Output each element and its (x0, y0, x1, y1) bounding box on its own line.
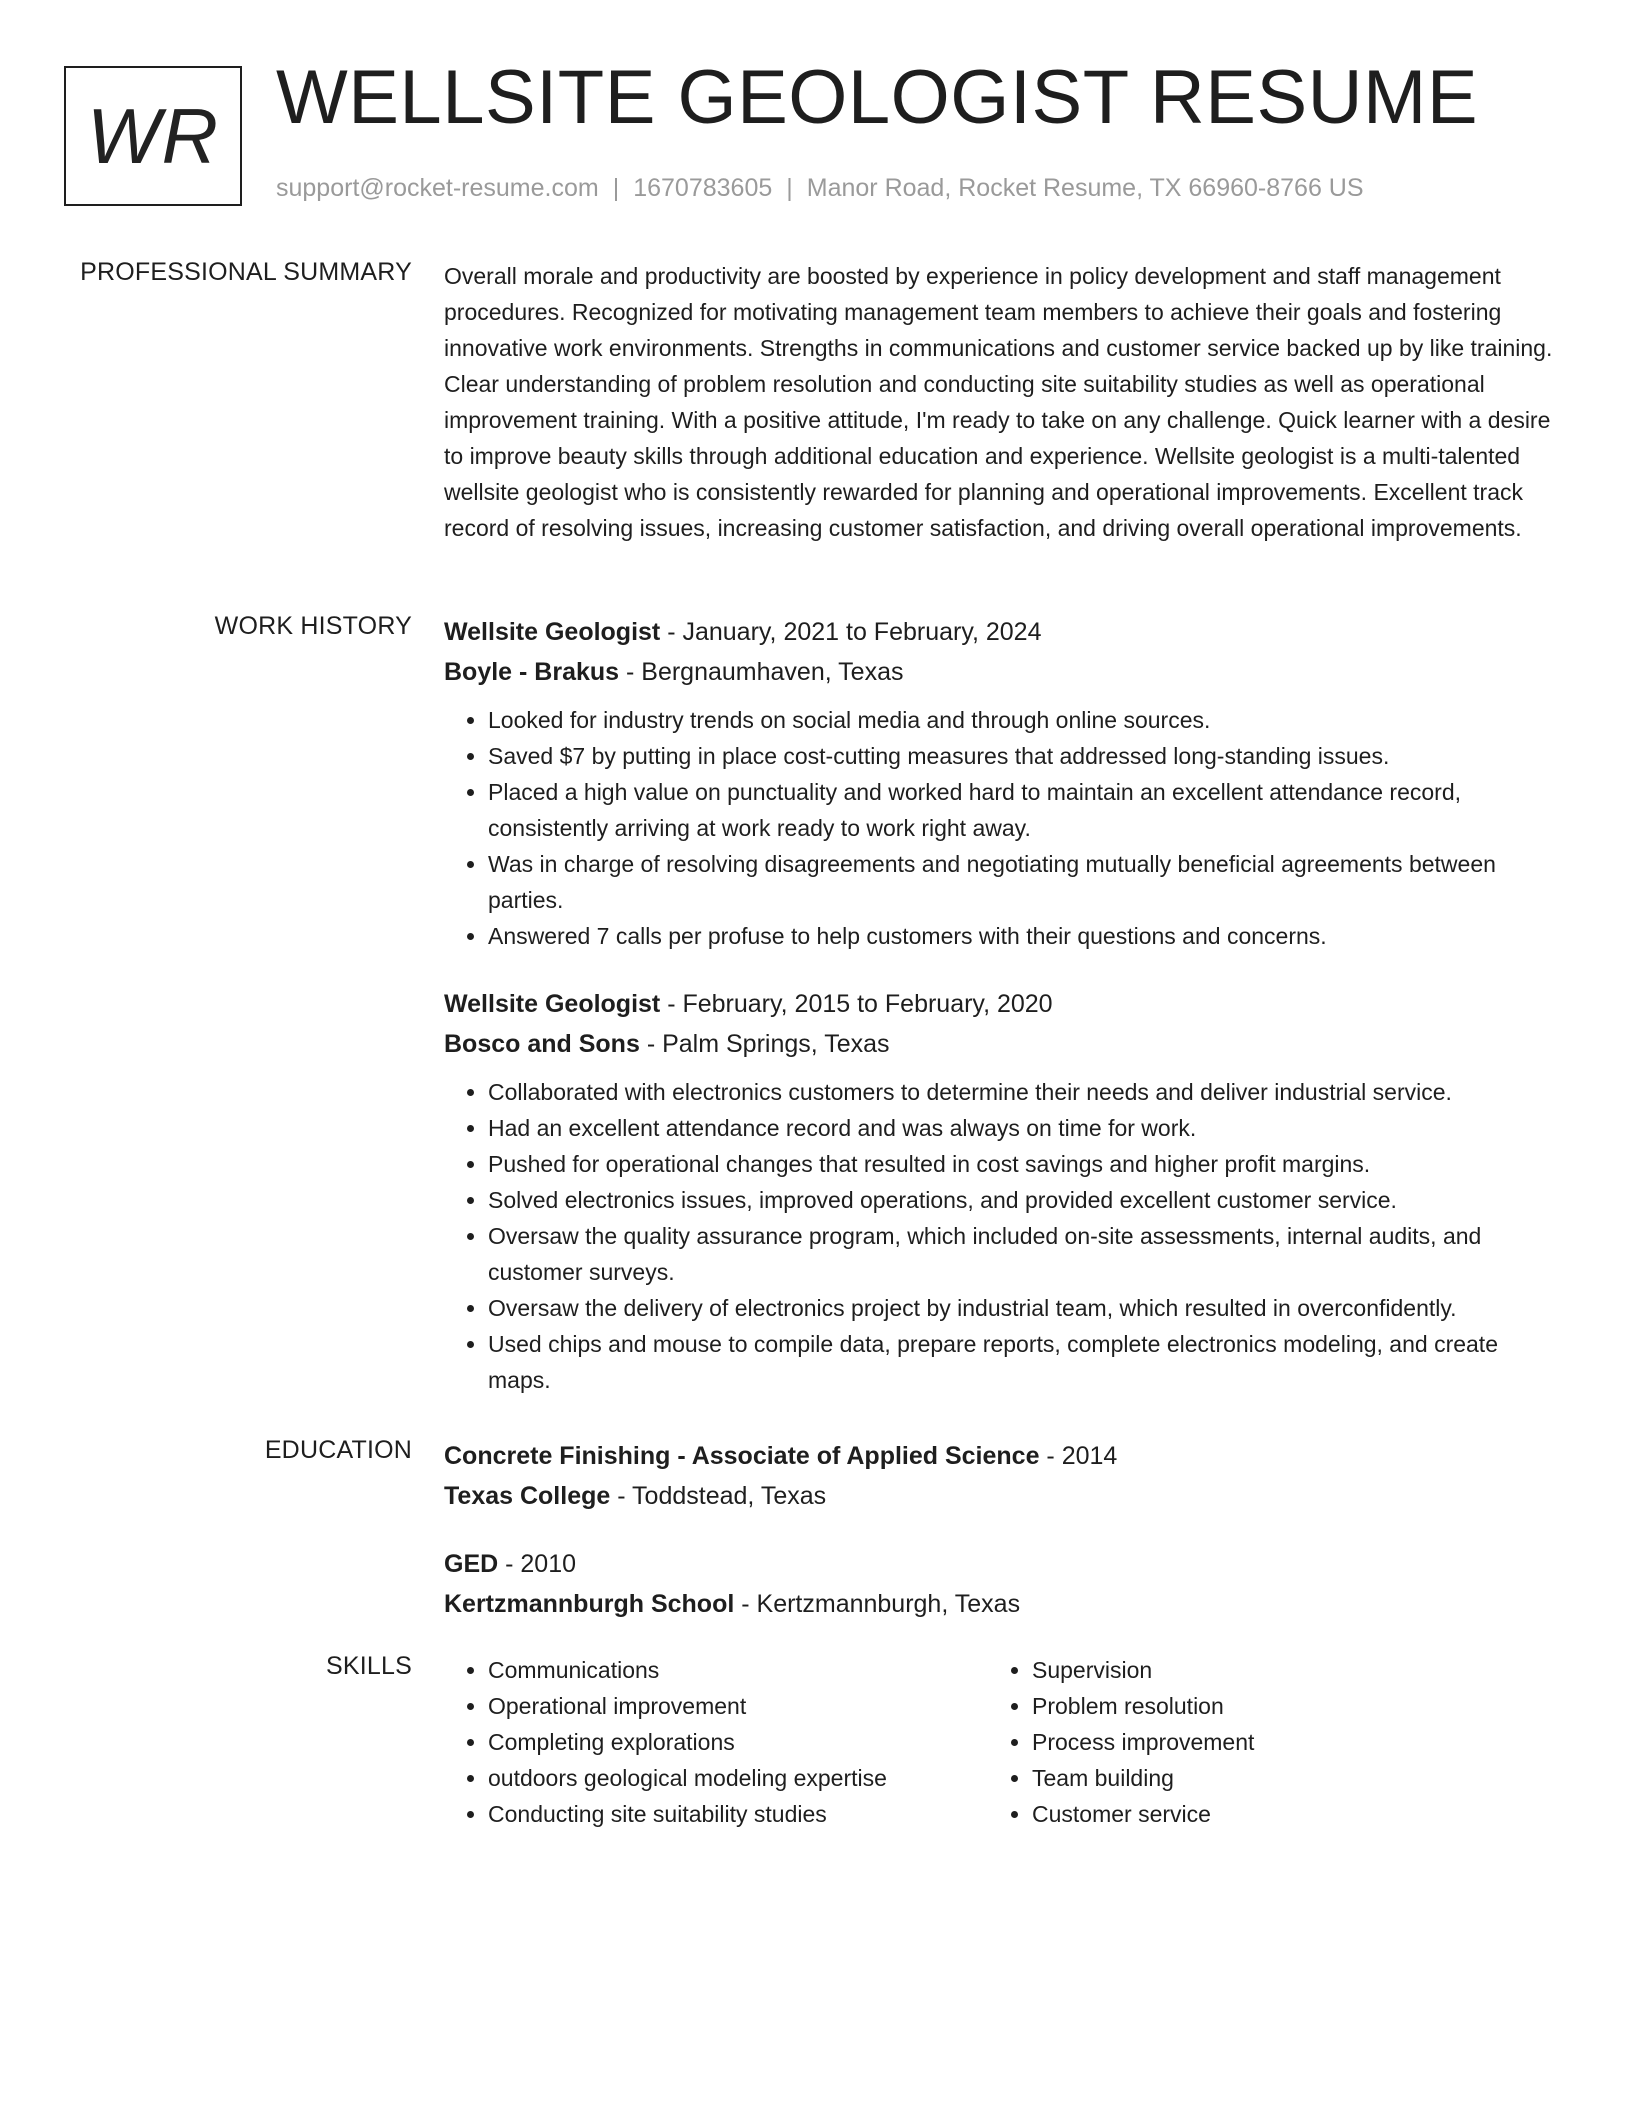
contact-phone: 1670783605 (633, 174, 773, 202)
section-label: EDUCATION (264, 1436, 412, 1464)
resume-title: WELLSITE GEOLOGIST RESUME (276, 55, 1479, 140)
contact-separator: | (612, 174, 620, 202)
job-title: Wellsite Geologist (444, 618, 661, 646)
skill-item: • Customer service (1032, 1796, 1532, 1832)
contact-line (276, 174, 1364, 203)
school-line (444, 1584, 1554, 1624)
monogram-initials: WR (87, 92, 219, 180)
list-item: • Used chips and mouse to compile data, prepare reports, complete electronics modeling, and create maps. (488, 1326, 1554, 1398)
summary-text: Overall morale and productivity are boosted by experience in policy development and staff management procedures. Recognized for motivating management team members to achieve their goals and fostering innovative work environments. Strengths in communications and customer service backed up by like training. Clear understanding of problem resolution and conducting site suitability studies as well as operational improvement training. With a positive attitude, I'm ready to take on any challenge. Quick learner with a desire to improve beauty skills through additional education and experience. Wellsite geologist is a multi-talented wellsite geologist who is consistently rewarded for planning and operational improvements. Excellent track record of resolving issues, increasing customer satisfaction, and driving overall operational improvements. (444, 263, 1553, 541)
section-label: PROFESSIONAL SUMMARY (80, 258, 412, 286)
job-title-line (444, 612, 1554, 652)
job-location: - Bergnaumhaven, Texas (619, 658, 904, 686)
job-entry (444, 612, 1554, 954)
section-label: SKILLS (326, 1652, 412, 1680)
contact-address: Manor Road, Rocket Resume, TX 66960-8766 US (806, 174, 1364, 202)
skill-item: • Process improvement (1032, 1724, 1532, 1760)
contact-separator: | (786, 174, 793, 202)
job-dates: - February, 2015 to February, 2020 (660, 990, 1053, 1018)
list-item: • Placed a high value on punctuality and worked hard to maintain an excellent attendance record, consistently arriving at work ready to work right away. (488, 774, 1554, 846)
list-item: • Saved $7 by putting in place cost-cutting measures that addressed long-standing issues. (488, 738, 1554, 774)
section-label: WORK HISTORY (214, 612, 412, 640)
school-location: - Toddstead, Texas (610, 1482, 827, 1510)
degree-year: - 2010 (498, 1550, 577, 1578)
list-item: • Answered 7 calls per profuse to help customers with their questions and concerns. (488, 918, 1554, 954)
education-entry (444, 1544, 1554, 1624)
job-location: - Palm Springs, Texas (639, 1030, 890, 1058)
skill-item: • Team building (1032, 1760, 1532, 1796)
monogram-box (64, 66, 242, 206)
skills-grid (444, 1652, 1554, 1832)
list-item: • Solved electronics issues, improved operations, and provided excellent customer service. (488, 1182, 1554, 1218)
list-item: • Looked for industry trends on social media and through online sources. (488, 702, 1554, 738)
skill-item: • Operational improvement (488, 1688, 988, 1724)
skill-item: • Supervision (1032, 1652, 1532, 1688)
job-entry (444, 984, 1554, 1398)
job-bullets (444, 702, 1554, 954)
contact-email: support@rocket-resume.com (276, 174, 599, 202)
job-company: Bosco and Sons (444, 1030, 640, 1058)
skill-item: • Completing explorations (488, 1724, 988, 1760)
degree: Concrete Finishing - Associate of Applied Science (444, 1442, 1040, 1470)
skill-item: • Problem resolution (1032, 1688, 1532, 1724)
job-bullets (444, 1074, 1554, 1398)
job-company-line (444, 652, 1554, 692)
school-line (444, 1476, 1554, 1516)
skill-item: • outdoors geological modeling expertise (488, 1760, 988, 1796)
school-location: - Kertzmannburgh, Texas (734, 1590, 1021, 1618)
job-title: Wellsite Geologist (444, 990, 661, 1018)
education-entry (444, 1436, 1554, 1516)
list-item: • Pushed for operational changes that resulted in cost savings and higher profit margins. (488, 1146, 1554, 1182)
list-item: • Oversaw the quality assurance program, which included on-site assessments, internal audits, and customer surveys. (488, 1218, 1554, 1290)
job-title-line (444, 984, 1554, 1024)
job-company: Boyle - Brakus (444, 658, 620, 686)
school: Texas College (444, 1482, 611, 1510)
school: Kertzmannburgh School (444, 1590, 735, 1618)
list-item: • Collaborated with electronics customers to determine their needs and deliver industrial service. (488, 1074, 1554, 1110)
skills-column-1 (444, 1652, 988, 1832)
skill-item: • Communications (488, 1652, 988, 1688)
list-item: • Was in charge of resolving disagreements and negotiating mutually beneficial agreements between parties. (488, 846, 1554, 918)
degree-line (444, 1436, 1554, 1476)
skill-item: • Conducting site suitability studies (488, 1796, 988, 1832)
list-item: • Had an excellent attendance record and was always on time for work. (488, 1110, 1554, 1146)
degree-line (444, 1544, 1554, 1584)
list-item: • Oversaw the delivery of electronics project by industrial team, which resulted in overconfidently. (488, 1290, 1554, 1326)
degree: GED (444, 1550, 499, 1578)
job-dates: - January, 2021 to February, 2024 (660, 618, 1042, 646)
skills-column-2 (988, 1652, 1532, 1832)
degree-year: - 2014 (1039, 1442, 1118, 1470)
job-company-line (444, 1024, 1554, 1064)
